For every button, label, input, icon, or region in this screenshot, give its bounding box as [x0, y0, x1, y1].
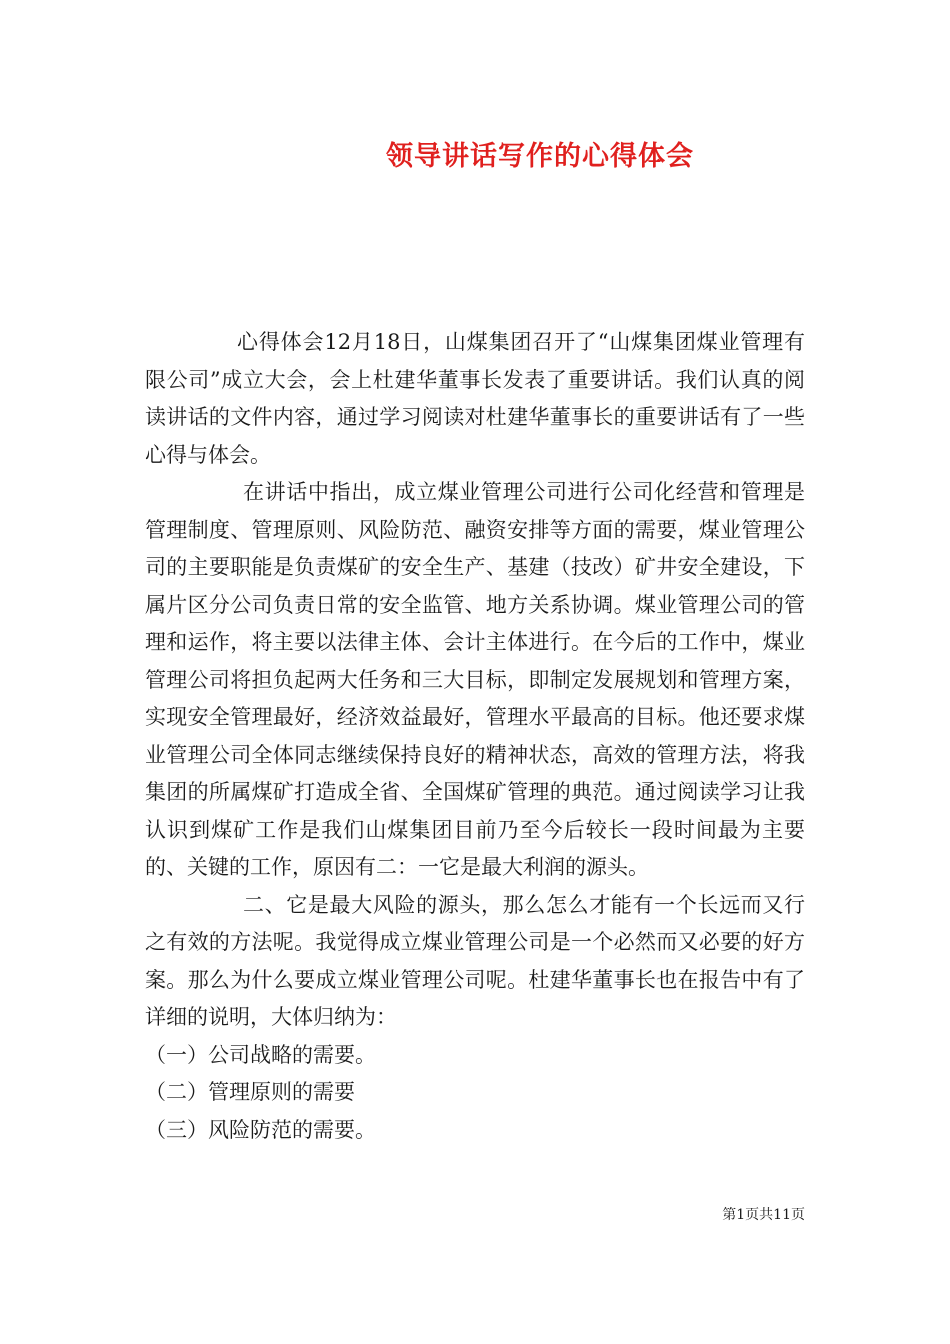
list-item-2: （二）管理原则的需要 [145, 1080, 355, 1104]
paragraph-2: 在讲话中指出，成立煤业管理公司进行公司化经营和管理是管理制度、管理原则、风险防范、融资安排等方面的需要，煤业管理公司的主要职能是负责煤矿的安全生产、基建（技改）矿井安全建设，下属片区分公司负责日常的安全监管、地方关系协调。煤业管理公司的管理和运作，将主要以法律主体、会计主体进行。在今后的工作中，煤业管理公司将担负起两大任务和三大目标，即制定发展规划和管理方案，实现安全管理最好，经济效益最好，管理水平最高的目标。他还要求煤业管理公司全体同志继续保持良好的精神状态，高效的管理方法，将我集团的所属煤矿打造成全省、全国煤矿管理的典范。通过阅读学习让我认识到煤矿工作是我们山煤集团目前乃至今后较长一段时间最为主要的、关键的工作，原因有二：一它是最大利润的源头。 [145, 480, 805, 879]
page-number-footer: 第1页共11页 [722, 1207, 805, 1223]
list-item-3: （三）风险防范的需要。 [145, 1117, 376, 1142]
paragraph-1: 心得体会12月18日，山煤集团召开了“山煤集团煤业管理有限公司”成立大会，会上杜建华董事长发表了重要讲话。我们认真的阅读讲话的文件内容，通过学习阅读对杜建华董事长的重要讲话有了一些心得与体会。 [145, 330, 805, 467]
list-item-1: （一）公司战略的需要。 [145, 1042, 376, 1067]
document-title: 领导讲话写作的心得体会 [386, 141, 694, 172]
paragraph-3: 二、它是最大风险的源头，那么怎么才能有一个长远而又行之有效的方法呢。我觉得成立煤业管理公司是一个必然而又必要的好方案。那么为什么要成立煤业管理公司呢。杜建华董事长也在报告中有了详细的说明，大体归纳为： [145, 892, 805, 1029]
document-body [145, 324, 805, 1149]
